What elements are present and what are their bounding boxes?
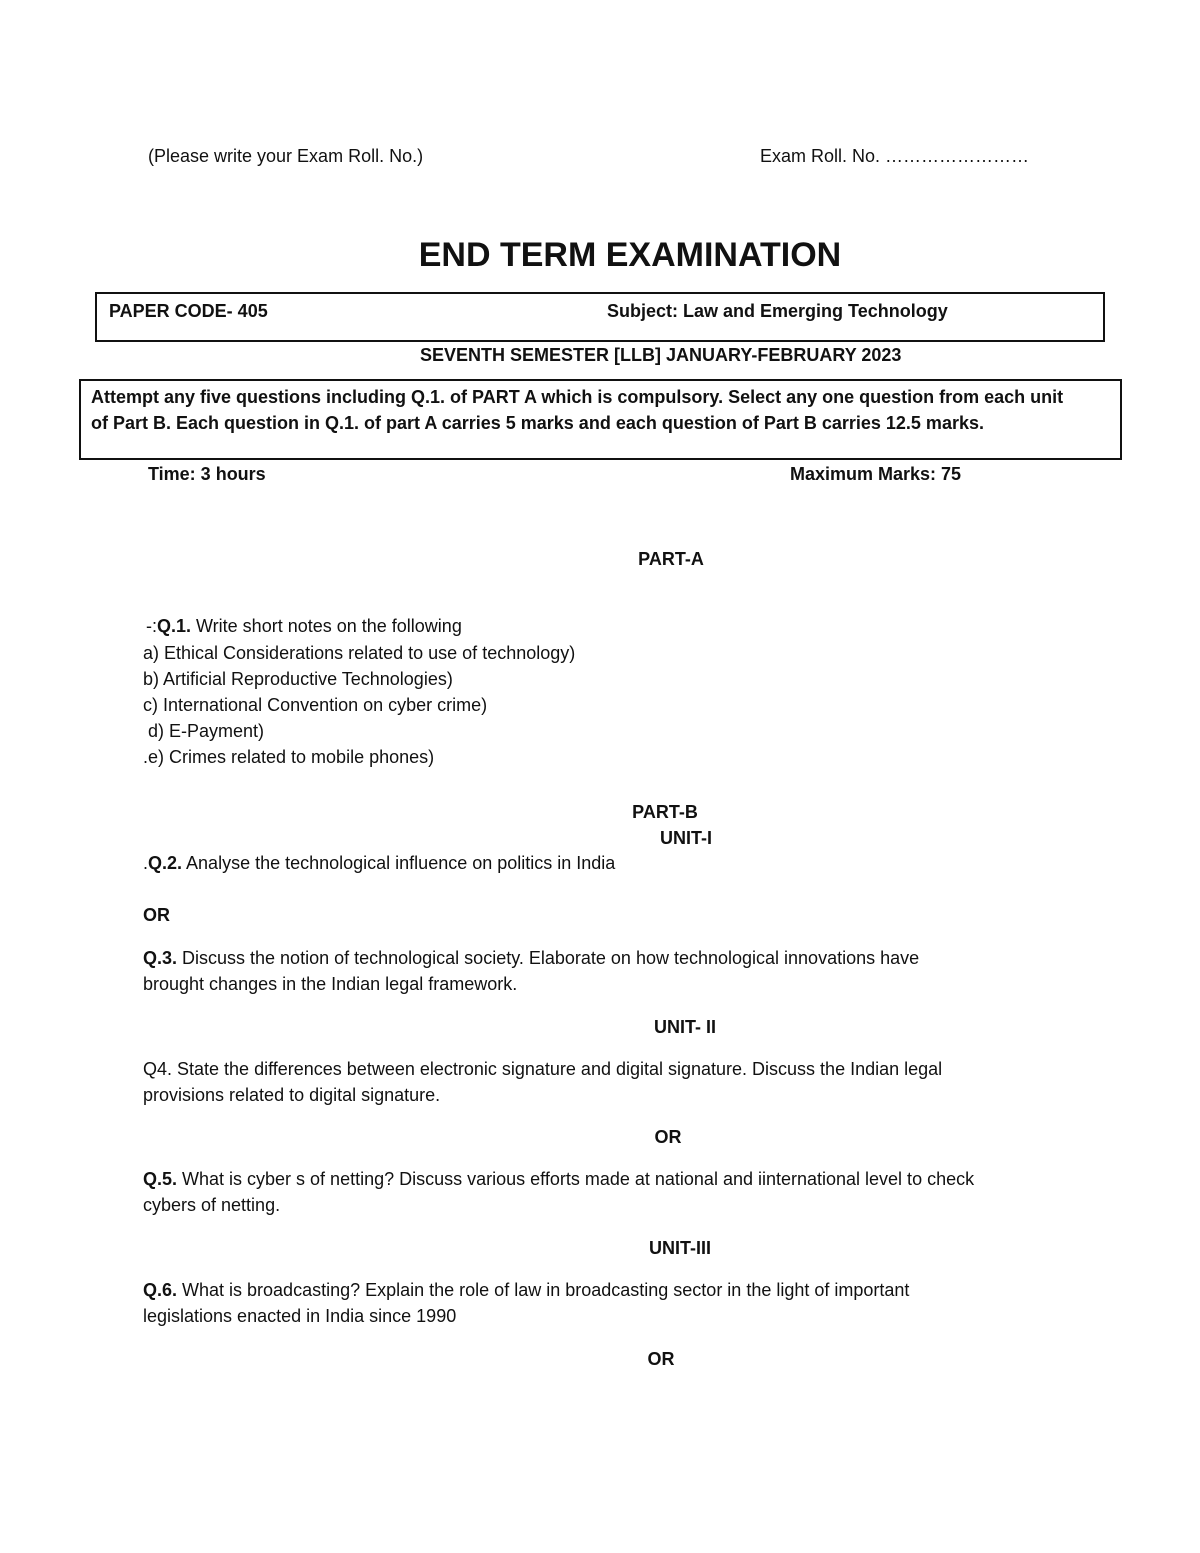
question-2-number: Q.2. bbox=[148, 853, 183, 873]
question-6 bbox=[143, 1280, 909, 1301]
q1-item-b: b) Artificial Reproductive Technologies) bbox=[143, 669, 453, 689]
question-5-number: Q.5. bbox=[143, 1169, 178, 1189]
q1-item-e: .e) Crimes related to mobile phones) bbox=[143, 747, 435, 767]
question-4-continued: provisions related to digital signature. bbox=[143, 1085, 441, 1105]
unit-2-heading: UNIT- II bbox=[654, 1017, 716, 1037]
part-b-heading: PART-B bbox=[632, 802, 698, 822]
q1-item-a: a) Ethical Considerations related to use of technology) bbox=[143, 643, 576, 663]
semester-line: SEVENTH SEMESTER [LLB] JANUARY-FEBRUARY 2023 bbox=[420, 345, 902, 365]
question-1-text: Write short notes on the following bbox=[191, 616, 462, 636]
paper-info-box bbox=[95, 292, 1105, 342]
roll-instruction: (Please write your Exam Roll. No.) bbox=[148, 146, 424, 166]
instructions-box bbox=[79, 379, 1122, 460]
page-title: END TERM EXAMINATION bbox=[418, 236, 842, 274]
question-6-number: Q.6. bbox=[143, 1280, 178, 1300]
question-3 bbox=[143, 948, 919, 969]
or-separator-1: OR bbox=[143, 905, 170, 925]
or-separator-2: OR bbox=[654, 1127, 682, 1147]
part-a-heading: PART-A bbox=[638, 549, 704, 569]
q1-item-c: c) International Convention on cyber crime) bbox=[143, 695, 488, 715]
question-2-text: Analyse the technological influence on politics in India bbox=[182, 853, 616, 873]
question-2-prefix: . bbox=[143, 853, 149, 873]
question-4: Q4. State the differences between electronic signature and digital signature. Discuss the Indian legal bbox=[143, 1059, 943, 1079]
question-5 bbox=[143, 1169, 974, 1190]
question-5-text: What is cyber s of netting? Discuss various efforts made at national and iinternational level to check bbox=[177, 1169, 975, 1189]
instructions-line-1: Attempt any five questions including Q.1. of PART A which is compulsory. Select any one question from each unit bbox=[91, 387, 1064, 407]
paper-code: PAPER CODE- 405 bbox=[109, 301, 268, 321]
question-1 bbox=[146, 616, 462, 637]
maximum-marks: Maximum Marks: 75 bbox=[790, 464, 962, 484]
time-allowed: Time: 3 hours bbox=[148, 464, 266, 484]
unit-1-heading: UNIT-I bbox=[660, 828, 712, 848]
question-2 bbox=[143, 853, 615, 874]
roll-number-label: Exam Roll. No. …………………… bbox=[760, 146, 1030, 166]
subject: Subject: Law and Emerging Technology bbox=[607, 301, 948, 321]
instructions-line-2: of Part B. Each question in Q.1. of part A carries 5 marks and each question of Part B carries 12.5 marks. bbox=[91, 413, 984, 433]
question-1-number: Q.1. bbox=[157, 616, 192, 636]
question-6-text: What is broadcasting? Explain the role of law in broadcasting sector in the light of important bbox=[177, 1280, 910, 1300]
question-3-continued: brought changes in the Indian legal framework. bbox=[143, 974, 518, 994]
question-3-text: Discuss the notion of technological society. Elaborate on how technological innovations have bbox=[177, 948, 920, 968]
unit-3-heading: UNIT-III bbox=[649, 1238, 711, 1258]
question-1-prefix: -: bbox=[146, 616, 157, 636]
question-3-number: Q.3. bbox=[143, 948, 178, 968]
question-5-continued: cybers of netting. bbox=[143, 1195, 281, 1215]
or-separator-3: OR bbox=[647, 1349, 675, 1369]
question-6-continued: legislations enacted in India since 1990 bbox=[143, 1306, 457, 1326]
q1-item-d: d) E-Payment) bbox=[143, 721, 265, 741]
